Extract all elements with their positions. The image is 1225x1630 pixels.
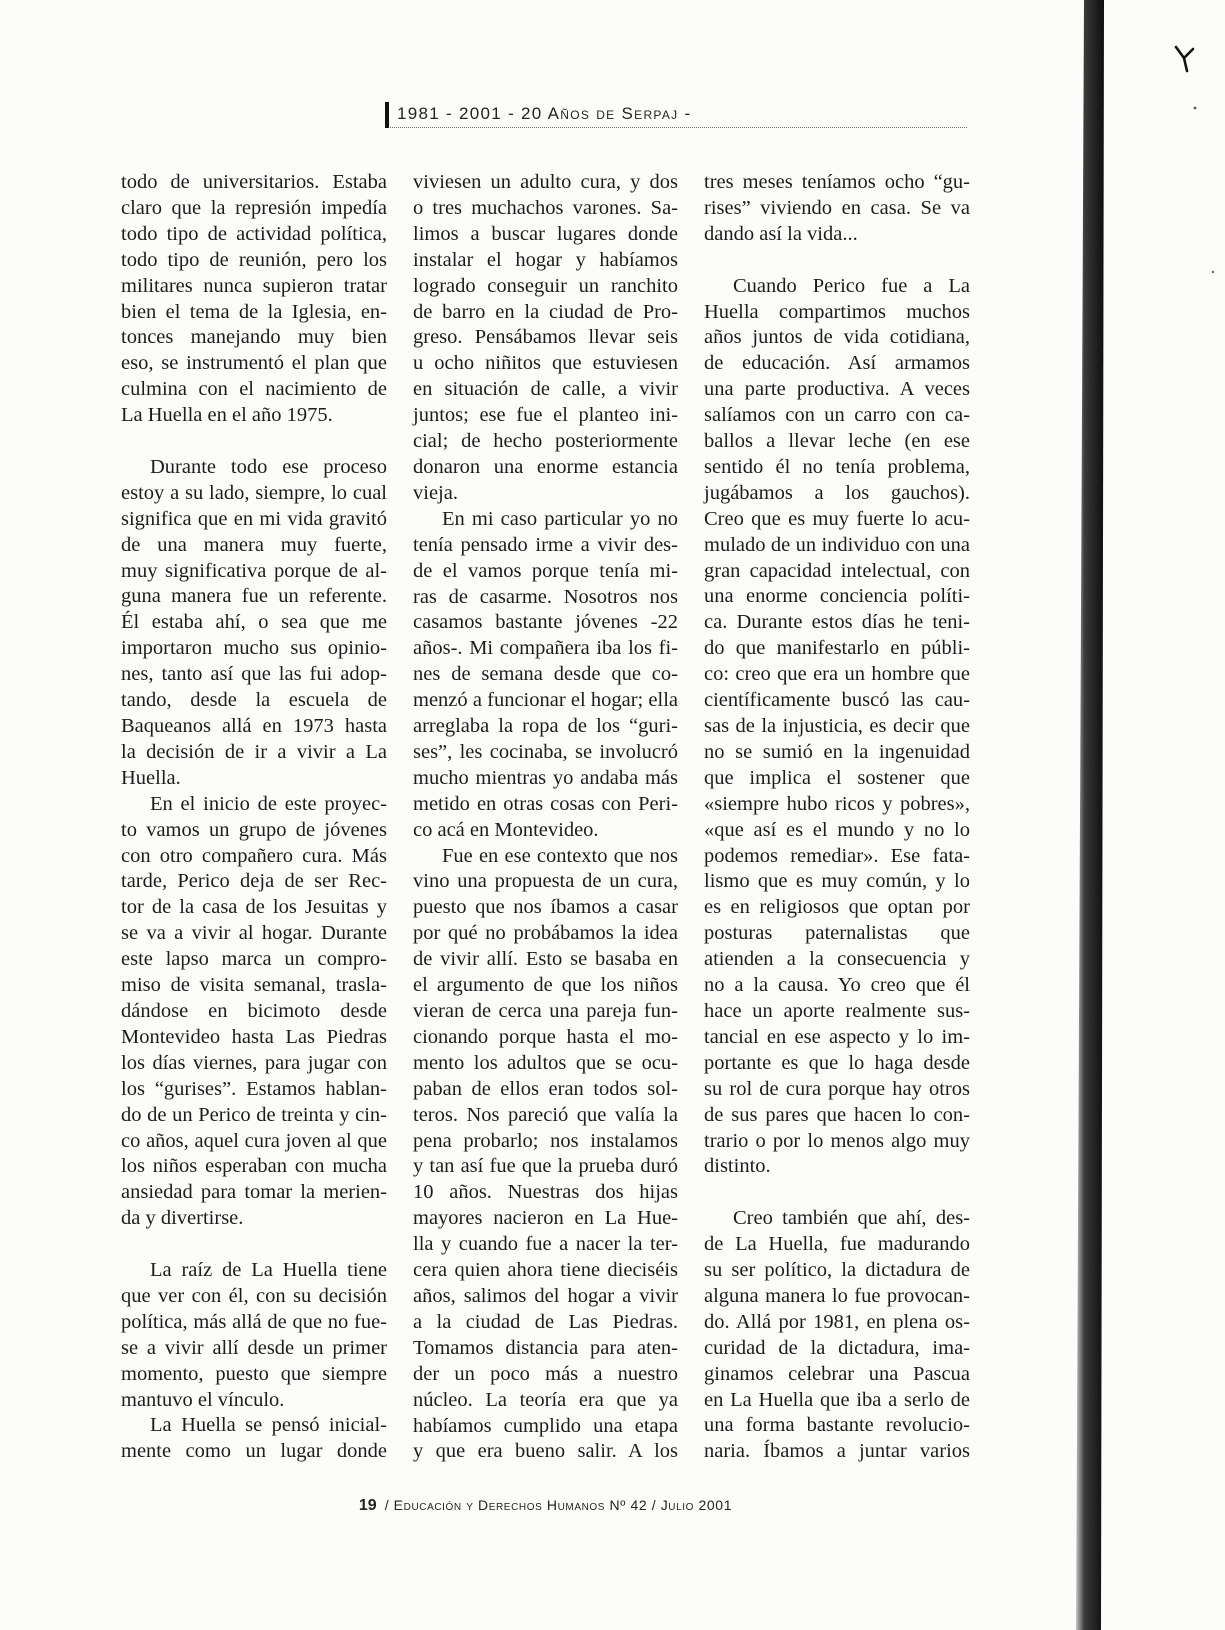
text-line: greso. Pensábamos llevar seis — [413, 326, 678, 349]
text-line: años-. Mi compañera iba los fi- — [413, 637, 678, 660]
text-line: tonces manejando muy bien — [121, 326, 387, 349]
text-column-1 — [121, 170, 387, 1465]
text-line: hace un aporte realmente sus- — [704, 999, 970, 1022]
text-line: Él estaba ahí, o sea que me — [121, 611, 387, 634]
scan-speck — [1194, 107, 1197, 110]
text-line: do. Allá por 1981, en plena os- — [704, 1310, 970, 1333]
text-line: todo tipo de actividad política, — [121, 222, 387, 245]
text-line: eso, se instrumentó el plan que — [121, 352, 387, 375]
text-line: y tan así fue que la prueba duró — [413, 1155, 678, 1178]
text-line: Cuando Perico fue a La — [733, 274, 970, 297]
text-line: atienden a la consecuencia y — [704, 948, 970, 971]
text-line: la decisión de ir a vivir a La — [121, 740, 387, 763]
text-line: habíamos cumplido una etapa — [413, 1414, 678, 1437]
text-line: se va a vivir al hogar. Durante — [121, 922, 387, 945]
text-line: trario o por lo menos algo muy — [704, 1129, 970, 1152]
text-line: to vamos un grupo de jóvenes — [121, 818, 387, 841]
text-line: sas de la injusticia, es decir que — [704, 715, 970, 738]
text-line: mayores nacieron en La Hue- — [413, 1207, 678, 1230]
text-line: posturas paternalistas que — [704, 922, 970, 945]
text-line: En el inicio de este proyec- — [150, 792, 387, 815]
text-line: momento, puesto que siempre — [121, 1362, 387, 1385]
text-line: su rol de cura porque hay otros — [704, 1077, 970, 1100]
paragraph — [121, 792, 387, 1232]
text-line: co: creo que era un hombre que — [704, 663, 970, 686]
text-line: ses”, les cocinaba, se involucró — [413, 740, 678, 763]
text-line: mulado de un individuo con una — [704, 533, 970, 556]
text-line: política, más allá de que no fue- — [121, 1310, 387, 1333]
text-line: estoy a su lado, siempre, lo cual — [121, 481, 387, 504]
paragraph — [413, 844, 678, 1466]
text-line: der un poco más a nuestro — [413, 1362, 678, 1385]
text-line: podemos remediar». Ese fata- — [704, 844, 970, 867]
text-line: alguna manera lo fue provocan- — [704, 1284, 970, 1307]
text-line: Fue en ese contexto que nos — [442, 844, 678, 867]
text-column-3 — [704, 170, 970, 1465]
paragraph — [704, 274, 970, 1181]
text-line: con otro compañero cura. Más — [121, 844, 387, 867]
text-line: Huella. — [121, 766, 181, 789]
text-line: muy significativa porque de al- — [121, 559, 387, 582]
text-line: pena probarlo; nos instalamos — [413, 1129, 678, 1152]
text-line: este lapso marca un compro- — [121, 948, 387, 971]
text-line: nes, tanto así que las fui adop- — [121, 663, 387, 686]
text-line: La Huella en el año 1975. — [121, 404, 333, 427]
text-line: arreglaba la ropa de los “guri- — [413, 715, 678, 738]
page-number: 19 — [358, 1497, 377, 1514]
text-line: tres meses teníamos ocho “gu- — [704, 171, 970, 193]
text-line: mantuvo el vínculo. — [121, 1388, 285, 1411]
text-line: a la ciudad de Las Piedras. — [413, 1310, 678, 1333]
text-line: limos a buscar lugares donde — [413, 222, 678, 245]
text-line: tor de la casa de los Jesuitas y — [121, 896, 387, 919]
text-line: La Huella se pensó inicial- — [150, 1414, 387, 1437]
text-line: tarde, Perico deja de ser Rec- — [121, 870, 387, 893]
text-line: co años, aquel cura joven al que — [121, 1129, 387, 1152]
text-line: bien el tema de la Iglesia, en- — [121, 300, 387, 323]
text-line: importaron mucho sus opinio- — [121, 637, 387, 660]
header-rule-bar — [385, 102, 389, 128]
text-line: da y divertirse. — [121, 1207, 244, 1230]
paragraph — [704, 1206, 970, 1465]
text-line: que ver con él, con su decisión — [121, 1284, 387, 1307]
text-line: «que así es el mundo y no lo — [704, 818, 970, 841]
text-column-2 — [413, 170, 678, 1465]
text-line: mente como un lugar donde — [121, 1440, 387, 1463]
text-line: teros. Nos pareció que valía la — [413, 1103, 678, 1126]
text-line: co acá en Montevideo. — [413, 818, 599, 841]
text-line: en La Huella que iba a serlo de — [704, 1388, 970, 1411]
text-line: puesto que nos íbamos a casar — [413, 896, 678, 919]
text-line: científicamente buscó las cau- — [704, 689, 970, 712]
text-line: tancial en ese aspecto y lo im- — [704, 1025, 970, 1048]
scan-speck — [1212, 271, 1214, 273]
text-line: gran capacidad intelectual, con — [704, 559, 970, 582]
text-line: significa que en mi vida gravitó — [121, 507, 387, 530]
paragraph — [121, 170, 387, 429]
text-line: por qué no probábamos la idea — [413, 922, 678, 945]
text-line: años juntos de vida cotidiana, — [704, 326, 970, 349]
publication-info: / Educación y Derechos Humanos Nº 42 / Julio 2001 — [384, 1497, 733, 1513]
paragraph — [704, 170, 970, 248]
text-line: do que manifestarlo en públi- — [704, 637, 970, 660]
text-line: se a vivir allí desde un primer — [121, 1336, 387, 1359]
text-line: no a la causa. Yo creo que él — [704, 974, 970, 997]
page-footer — [121, 1494, 970, 1517]
text-line: de el vamos porque tenía mi- — [413, 559, 678, 582]
text-line: ansiedad para tomar la merien- — [121, 1181, 387, 1204]
text-line: curidad de la dictadura, ima- — [704, 1336, 970, 1359]
text-line: dando así la vida... — [704, 222, 858, 245]
paragraph — [121, 455, 387, 792]
text-line: años, salimos del hogar a vivir — [413, 1284, 678, 1307]
text-line: instalar el hogar y habíamos — [413, 248, 678, 271]
text-line: tenía pensado irme a vivir des- — [413, 533, 678, 556]
text-line: militares nunca supieron tratar — [121, 274, 387, 297]
text-line: distinto. — [704, 1155, 771, 1178]
text-line: cera quien ahora tiene dieciséis — [413, 1259, 678, 1282]
text-line: u ocho niñitos que estuviesen — [413, 352, 678, 375]
text-line: La raíz de La Huella tiene — [150, 1259, 387, 1282]
text-line: los niños esperaban con mucha — [121, 1155, 387, 1178]
text-line: logrado conseguir un ranchito — [413, 274, 678, 297]
text-line: ca. Durante estos días he teni- — [704, 611, 970, 634]
text-line: jugábamos a los gauchos). — [704, 481, 970, 504]
paragraph — [413, 170, 678, 507]
text-line: su ser político, la dictadura de — [704, 1259, 970, 1282]
text-line: una forma bastante revolucio- — [704, 1414, 970, 1437]
text-line: Creo que es muy fuerte lo acu- — [704, 507, 970, 530]
text-line: ras de casarme. Nosotros nos — [413, 585, 678, 608]
text-line: claro que la represión impedía — [121, 196, 387, 219]
paragraph — [121, 1413, 387, 1465]
scan-mark — [1176, 47, 1193, 71]
text-line: 10 años. Nuestras dos hijas — [413, 1181, 678, 1204]
text-line: «siempre hubo ricos y pobres», — [704, 792, 970, 815]
text-line: viviesen un adulto cura, y dos — [413, 171, 678, 193]
text-line: Durante todo ese proceso — [150, 455, 387, 478]
text-line: naria. Íbamos a juntar varios — [704, 1440, 970, 1463]
running-header-title: 1981 - 2001 - 20 Años de Serpaj - — [397, 104, 692, 123]
text-line: que implica el sostener que — [704, 766, 970, 789]
text-line: vino una propuesta de un cura, — [413, 870, 678, 893]
text-line: vieran de cerca una pareja fun- — [413, 1000, 678, 1022]
text-line: cionando porque hasta el mo- — [413, 1025, 678, 1048]
text-line: menzó a funcionar el hogar; ella — [413, 689, 678, 712]
text-line: no se sumió en la ingenuidad — [704, 740, 970, 763]
text-line: sentido él no tenía problema, — [704, 455, 970, 478]
text-line: una parte productiva. A veces — [704, 378, 970, 401]
text-line: de sus pares que hacen lo con- — [704, 1103, 970, 1126]
text-line: de La Huella, fue madurando — [704, 1233, 970, 1256]
paragraph — [413, 507, 678, 844]
text-line: lismo que es muy común, y lo — [704, 870, 970, 893]
text-line: todo tipo de reunión, pero los — [121, 248, 387, 271]
text-line: casamos bastante jóvenes -22 — [413, 611, 678, 634]
text-line: de vivir allí. Esto se basaba en — [413, 948, 678, 971]
text-line: salíamos con un carro con ca- — [704, 404, 970, 427]
text-line: paban de ellos eran todos sol- — [413, 1077, 678, 1100]
text-line: Baqueanos allá en 1973 hasta — [121, 715, 387, 738]
text-line: de una manera muy fuerte, — [121, 533, 387, 556]
text-line: y que era bueno salir. A los — [413, 1440, 678, 1463]
text-line: do de un Perico de treinta y cin- — [121, 1103, 387, 1126]
paragraph — [121, 1258, 387, 1413]
text-line: portante es que lo haga desde — [704, 1051, 970, 1074]
running-header — [385, 99, 967, 128]
text-line: Tomamos distancia para aten- — [413, 1336, 678, 1359]
text-line: Montevideo hasta Las Piedras — [121, 1025, 387, 1048]
text-line: juntos; ese fue el planteo ini- — [413, 404, 678, 427]
scan-edge-shadow — [1076, 0, 1104, 1630]
text-line: es en religiosos que optan por — [704, 896, 970, 919]
text-line: en situación de calle, a vivir — [413, 378, 678, 401]
text-line: mucho mientras yo andaba más — [413, 766, 678, 789]
text-line: los “gurises”. Estamos hablan- — [121, 1077, 387, 1100]
text-line: vieja. — [413, 481, 458, 504]
text-line: En mi caso particular yo no — [442, 507, 678, 530]
text-line: todo de universitarios. Estaba — [121, 171, 387, 193]
text-line: los días viernes, para jugar con — [121, 1051, 387, 1074]
text-line: tando, desde la escuela de — [121, 689, 387, 712]
text-line: de barro en la ciudad de Pro- — [413, 300, 678, 323]
text-line: o tres muchachos varones. Sa- — [413, 196, 678, 219]
text-line: donaron una enorme estancia — [413, 455, 678, 478]
text-line: miso de visita semanal, trasla- — [121, 974, 387, 997]
text-line: lla y cuando fue a nacer la ter- — [413, 1233, 678, 1256]
text-line: el argumento de que los niños — [413, 974, 678, 997]
text-line: metido en otras cosas con Peri- — [413, 792, 678, 815]
text-line: Creo también que ahí, des- — [733, 1207, 970, 1230]
text-line: una enorme conciencia políti- — [704, 585, 970, 608]
text-line: Huella compartimos muchos — [704, 300, 970, 323]
text-line: núcleo. La teoría era que ya — [413, 1388, 678, 1411]
text-line: nes de semana desde que co- — [413, 663, 678, 686]
text-line: culmina con el nacimiento de — [121, 378, 387, 401]
text-line: ginamos celebrar una Pascua — [704, 1362, 970, 1385]
text-line: mento los adultos que se ocu- — [413, 1051, 678, 1074]
text-line: rises” viviendo en casa. Se va — [704, 196, 970, 219]
text-line: de educación. Así armamos — [704, 352, 970, 375]
text-line: cial; de hecho posteriormente — [413, 430, 678, 453]
text-line: dándose en bicimoto desde — [121, 999, 387, 1022]
text-line: ballos a llevar leche (en ese — [704, 430, 970, 453]
text-line: guna manera fue un referente. — [121, 585, 387, 608]
